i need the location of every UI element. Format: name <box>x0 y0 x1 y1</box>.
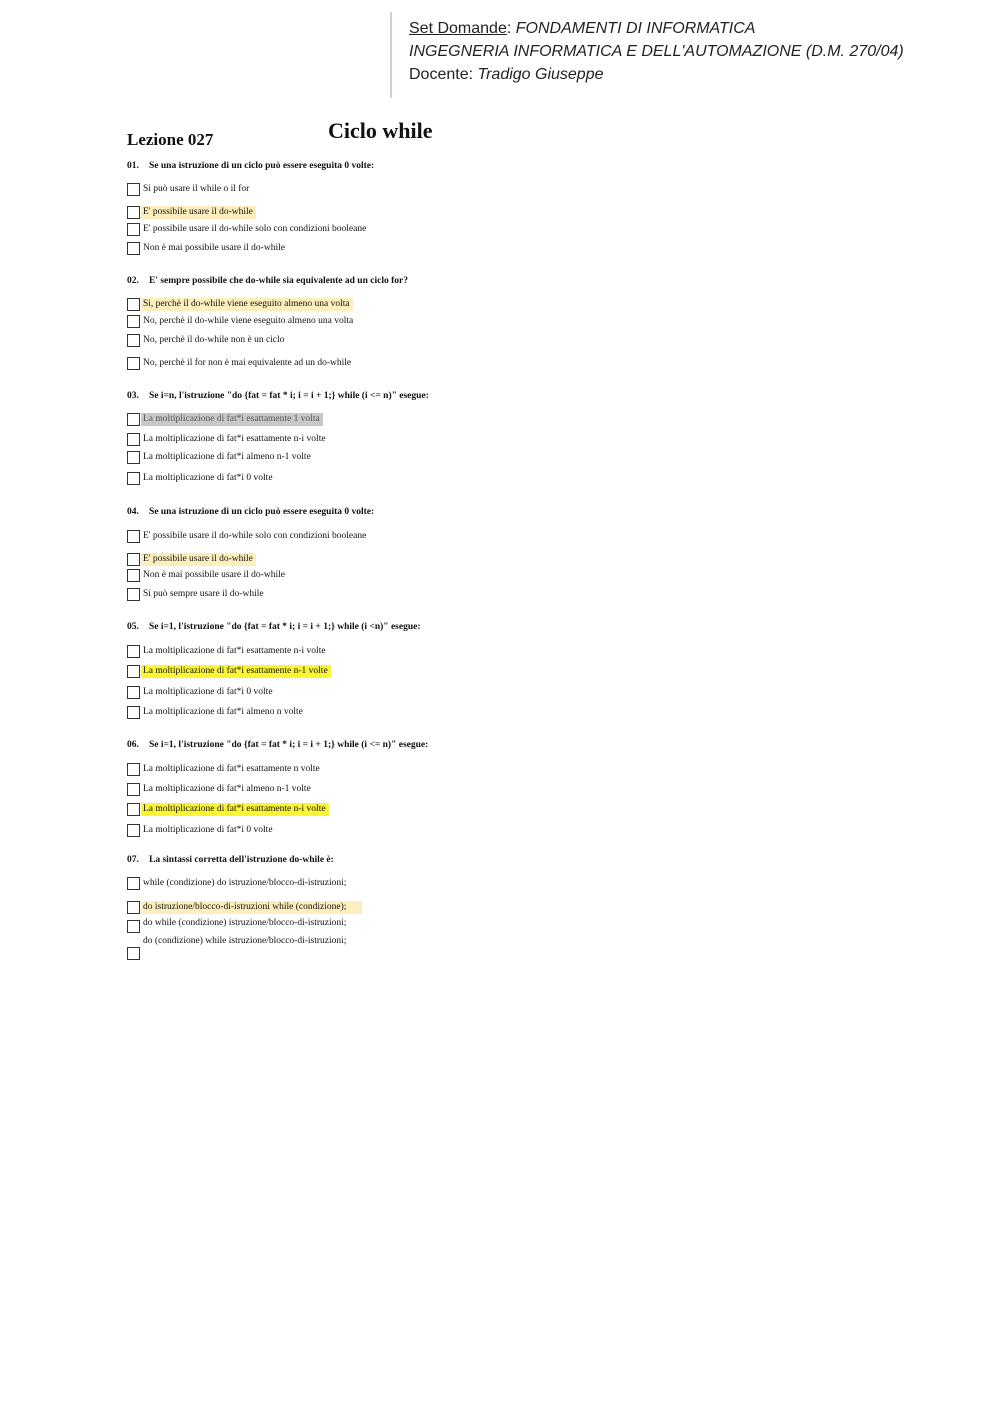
question-04 <box>127 507 374 517</box>
answer-text: E' possibile usare il do-while solo con condizioni booleane <box>143 531 367 541</box>
docente-line <box>409 63 950 86</box>
answer-checkbox[interactable] <box>127 530 140 543</box>
answer-text: La moltiplicazione di fat*i 0 volte <box>143 825 273 835</box>
answer-checkbox[interactable] <box>127 901 140 914</box>
document-header <box>390 12 950 98</box>
answer-text-highlighted: La moltiplicazione di fat*i esattamente 1 volta <box>141 413 323 426</box>
question-02 <box>127 276 408 286</box>
question-text: E' sempre possibile che do-while sia equivalente ad un ciclo for? <box>149 276 408 286</box>
question-text: Se i=n, l'istruzione "do {fat = fat * i; i = i + 1;} while (i <= n)" esegue: <box>149 391 429 401</box>
question-05 <box>127 622 421 632</box>
set-separator: : <box>506 20 512 37</box>
question-text: Se una istruzione di un ciclo può essere eseguita 0 volte: <box>149 507 375 517</box>
answer-checkbox[interactable] <box>127 588 140 601</box>
question-text: La sintassi corretta dell'istruzione do-while è: <box>149 855 334 865</box>
set-line <box>409 17 950 40</box>
question-number: 07. <box>127 855 139 865</box>
answer-checkbox[interactable] <box>127 686 140 699</box>
answer-text-highlighted: La moltiplicazione di fat*i esattamente n-1 volte <box>141 665 331 678</box>
question-number: 03. <box>127 391 139 401</box>
answer-text-highlighted: do istruzione/blocco-di-istruzioni while (condizione); <box>141 901 362 914</box>
answer-text: La moltiplicazione di fat*i almeno n-1 volte <box>143 452 311 462</box>
answer-text: Non è mai possibile usare il do-while <box>143 570 285 580</box>
answer-checkbox[interactable] <box>127 206 140 219</box>
answer-text: while (condizione) do istruzione/blocco-di-istruzioni; <box>143 878 347 888</box>
docente-label: Docente: <box>409 66 474 83</box>
docente-name: Tradigo Giuseppe <box>477 66 604 83</box>
set-label: Set Domande <box>409 20 507 37</box>
answer-checkbox[interactable] <box>127 706 140 719</box>
answer-text: La moltiplicazione di fat*i esattamente n volte <box>143 764 320 774</box>
question-07 <box>127 855 334 865</box>
answer-checkbox[interactable] <box>127 803 140 816</box>
question-number: 05. <box>127 622 139 632</box>
question-number: 04. <box>127 507 139 517</box>
question-number: 06. <box>127 740 139 750</box>
answer-checkbox[interactable] <box>127 298 140 311</box>
question-number: 02. <box>127 276 139 286</box>
answer-checkbox[interactable] <box>127 920 140 933</box>
answer-checkbox[interactable] <box>127 242 140 255</box>
answer-text-highlighted: Si, perchè il do-while viene eseguito almeno una volta <box>141 298 353 311</box>
question-03 <box>127 391 429 401</box>
question-06 <box>127 740 428 750</box>
answer-checkbox[interactable] <box>127 451 140 464</box>
answer-text: La moltiplicazione di fat*i almeno n-1 volte <box>143 784 311 794</box>
answer-checkbox[interactable] <box>127 763 140 776</box>
answer-text: Si può sempre usare il do-while <box>143 589 264 599</box>
degree-name: INGEGNERIA INFORMATICA E DELL'AUTOMAZIONE (D.M. 270/04) <box>409 43 904 60</box>
answer-text: La moltiplicazione di fat*i almeno n volte <box>143 707 303 717</box>
question-text: Se una istruzione di un ciclo può essere eseguita 0 volte: <box>149 161 375 171</box>
answer-checkbox[interactable] <box>127 947 140 960</box>
question-text: Se i=1, l'istruzione "do {fat = fat * i; i = i + 1;} while (i <= n)" esegue: <box>149 740 429 750</box>
answer-text: No, perchè il do-while viene eseguito almeno una volta <box>143 316 354 326</box>
answer-text: No, perchè il for non è mai equivalente ad un do-while <box>143 358 352 368</box>
answer-text: La moltiplicazione di fat*i 0 volte <box>143 473 273 483</box>
answer-text: La moltiplicazione di fat*i esattamente n-i volte <box>143 434 326 444</box>
answer-text-highlighted: La moltiplicazione di fat*i esattamente n-i volte <box>141 803 329 816</box>
answer-checkbox[interactable] <box>127 334 140 347</box>
answer-checkbox[interactable] <box>127 824 140 837</box>
answer-text: do while (condizione) istruzione/blocco-di-istruzioni; <box>143 918 347 928</box>
answer-checkbox[interactable] <box>127 783 140 796</box>
answer-checkbox[interactable] <box>127 665 140 678</box>
answer-text: Si può usare il while o il for <box>143 184 250 194</box>
answer-text-highlighted: E' possibile usare il do-while <box>141 206 256 219</box>
answer-checkbox[interactable] <box>127 357 140 370</box>
answer-checkbox[interactable] <box>127 183 140 196</box>
answer-text-highlighted: E' possibile usare il do-while <box>141 553 256 566</box>
answer-checkbox[interactable] <box>127 223 140 236</box>
answer-text: Non è mai possibile usare il do-while <box>143 243 285 253</box>
answer-text: La moltiplicazione di fat*i esattamente n-i volte <box>143 646 326 656</box>
answer-text: do (condizione) while istruzione/blocco-di-istruzioni; <box>143 936 347 946</box>
question-number: 01. <box>127 161 139 171</box>
lesson-number: Lezione 027 <box>127 130 214 149</box>
answer-checkbox[interactable] <box>127 472 140 485</box>
answer-checkbox[interactable] <box>127 315 140 328</box>
answer-text: No, perchè il do-while non è un ciclo <box>143 335 285 345</box>
course-name: FONDAMENTI DI INFORMATICA <box>515 20 756 37</box>
page-title: Ciclo while <box>328 118 433 143</box>
answer-text: La moltiplicazione di fat*i 0 volte <box>143 687 273 697</box>
answer-checkbox[interactable] <box>127 413 140 426</box>
question-text: Se i=1, l'istruzione "do {fat = fat * i; i = i + 1;} while (i <n)" esegue: <box>149 622 421 632</box>
answer-checkbox[interactable] <box>127 645 140 658</box>
answer-checkbox[interactable] <box>127 569 140 582</box>
answer-checkbox[interactable] <box>127 553 140 566</box>
answer-checkbox[interactable] <box>127 877 140 890</box>
question-01 <box>127 161 374 171</box>
answer-text: E' possibile usare il do-while solo con condizioni booleane <box>143 224 367 234</box>
answer-checkbox[interactable] <box>127 433 140 446</box>
